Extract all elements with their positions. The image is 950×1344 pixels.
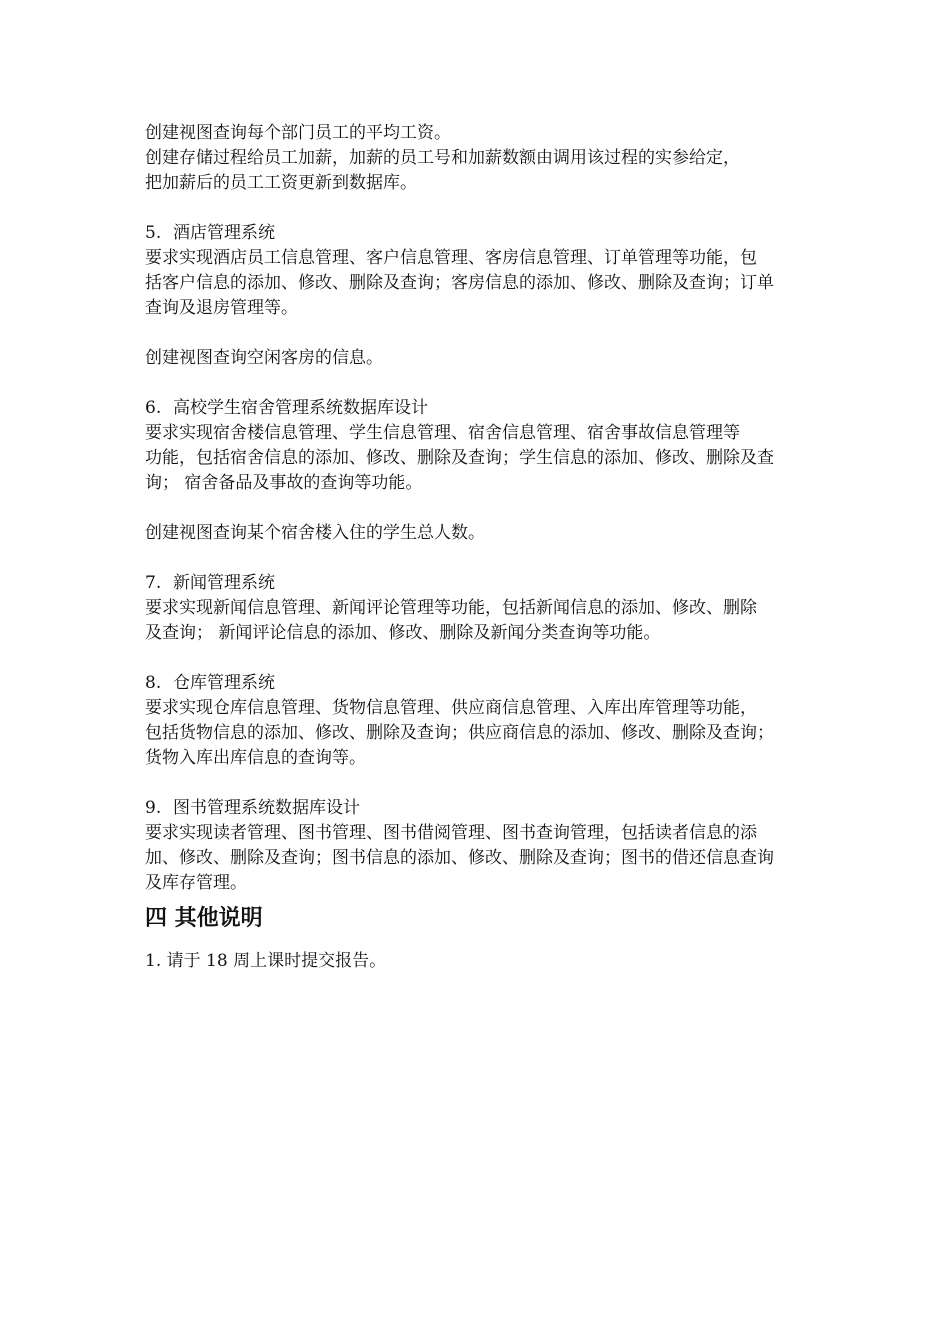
project-desc-line: 括客户信息的添加、修改、删除及查询；客房信息的添加、修改、删除及查询；订单 <box>145 273 774 293</box>
project-desc-line: 询； 宿舍备品及事故的查询等功能。 <box>145 473 423 493</box>
intro-line: 把加薪后的员工工资更新到数据库。 <box>145 173 417 193</box>
project-desc-line: 功能，包括宿舍信息的添加、修改、删除及查询；学生信息的添加、修改、删除及查 <box>145 448 774 468</box>
project-item-5 <box>145 221 817 371</box>
document-page <box>145 121 817 974</box>
section-heading: 四 其他说明 <box>145 906 263 931</box>
project-desc-line: 要求实现仓库信息管理、货物信息管理、供应商信息管理、入库出库管理等功能， <box>145 698 757 718</box>
project-title <box>145 571 817 596</box>
project-title <box>145 221 817 246</box>
project-desc-line: 要求实现新闻信息管理、新闻评论管理等功能，包括新闻信息的添加、修改、删除 <box>145 598 757 618</box>
project-desc-line: 要求实现酒店员工信息管理、客户信息管理、客房信息管理、订单管理等功能，包 <box>145 248 757 268</box>
project-desc-line: 加、修改、删除及查询；图书信息的添加、修改、删除及查询；图书的借还信息查询 <box>145 848 774 868</box>
spacer <box>145 321 817 346</box>
project-number: 5. <box>145 223 162 243</box>
project-desc-line: 及查询； 新闻评论信息的添加、修改、删除及新闻分类查询等功能。 <box>145 623 661 643</box>
project-number: 9. <box>145 798 162 818</box>
project-number: 6. <box>145 398 162 418</box>
spacer <box>145 546 817 571</box>
intro-line: 创建存储过程给员工加薪，加薪的员工号和加薪数额由调用该过程的实参给定， <box>145 148 740 168</box>
project-title <box>145 396 817 421</box>
intro-block <box>145 121 817 196</box>
project-desc-line: 货物入库出库信息的查询等。 <box>145 748 366 768</box>
project-title-text: 酒店管理系统 <box>173 223 275 243</box>
spacer <box>145 646 817 671</box>
project-number: 7. <box>145 573 162 593</box>
project-title <box>145 796 817 821</box>
project-number: 8. <box>145 673 162 693</box>
project-item-7 <box>145 571 817 646</box>
spacer <box>145 371 817 396</box>
project-title-text: 新闻管理系统 <box>173 573 275 593</box>
project-desc-line: 包括货物信息的添加、修改、删除及查询；供应商信息的添加、修改、删除及查询； <box>145 723 774 743</box>
project-desc-line: 查询及退房管理等。 <box>145 298 298 318</box>
spacer <box>145 496 817 521</box>
project-desc-line: 及库存管理。 <box>145 873 247 893</box>
section-note: 1. 请于 18 周上课时提交报告。 <box>145 951 387 971</box>
project-item-6 <box>145 396 817 546</box>
project-desc-line: 要求实现读者管理、图书管理、图书借阅管理、图书查询管理，包括读者信息的添 <box>145 823 757 843</box>
project-title-text: 仓库管理系统 <box>173 673 275 693</box>
project-desc-line: 要求实现宿舍楼信息管理、学生信息管理、宿舍信息管理、宿舍事故信息管理等 <box>145 423 740 443</box>
project-extra: 创建视图查询空闲客房的信息。 <box>145 348 383 368</box>
intro-line: 创建视图查询每个部门员工的平均工资。 <box>145 123 451 143</box>
spacer <box>145 196 817 221</box>
spacer <box>145 771 817 796</box>
project-title <box>145 671 817 696</box>
project-title-text: 高校学生宿舍管理系统数据库设计 <box>173 398 428 418</box>
project-extra: 创建视图查询某个宿舍楼入住的学生总人数。 <box>145 523 485 543</box>
project-item-9 <box>145 796 817 896</box>
project-title-text: 图书管理系统数据库设计 <box>173 798 360 818</box>
project-item-8 <box>145 671 817 771</box>
